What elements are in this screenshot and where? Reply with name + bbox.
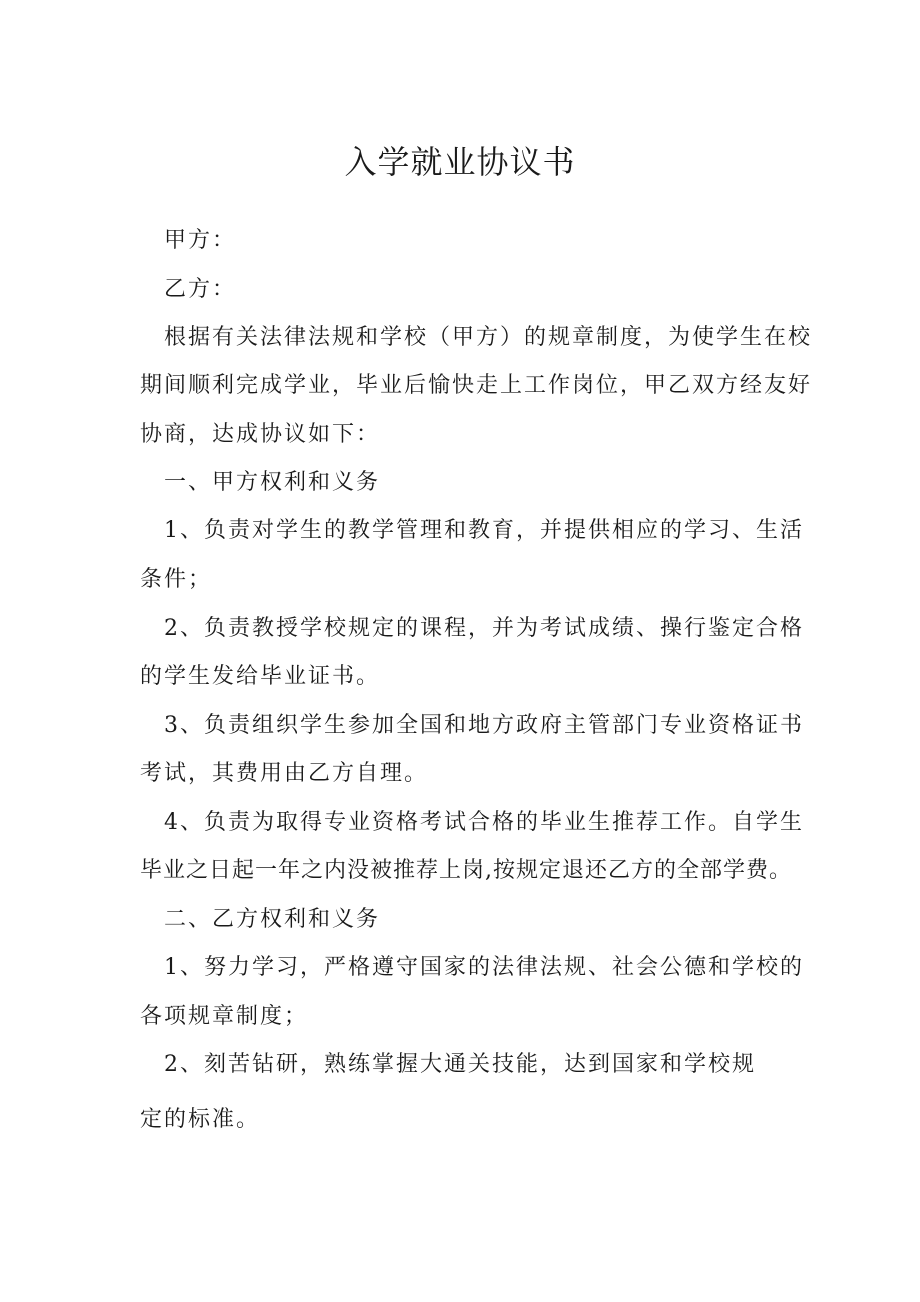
section-a-item-4-line-1: 4、负责为取得专业资格考试合格的毕业生推荐工作。自学生: [164, 810, 804, 835]
section-b-heading: 二、乙方权利和义务: [164, 907, 381, 932]
intro-line-3: 协商，达成协议如下：: [140, 422, 381, 447]
section-a-item-2-line-1: 2、负责教授学校规定的课程，并为考试成绩、操行鉴定合格: [164, 616, 804, 641]
section-a-item-3-line-2: 考试，其费用由乙方自理。: [140, 761, 429, 786]
section-a-item-1-line-2: 条件；: [140, 567, 213, 592]
section-a-item-4-line-2: 毕业之日起一年之内没被推荐上岗,按规定退还乙方的全部学费。: [140, 858, 792, 883]
section-b-item-1-line-1: 1、努力学习，严格遵守国家的法律法规、社会公德和学校的: [164, 955, 804, 980]
party-a-label: 甲方：: [164, 228, 237, 253]
section-a-item-1-line-1: 1、负责对学生的教学管理和教育，并提供相应的学习、生活: [164, 518, 804, 543]
section-b-item-2-line-1: 2、刻苦钻研，熟练掌握大通关技能，达到国家和学校规: [164, 1052, 756, 1077]
document-title: 入学就业协议书: [344, 143, 576, 181]
section-b-item-2-line-2: 定的标准。: [140, 1107, 261, 1132]
party-b-label: 乙方：: [164, 277, 237, 302]
section-b-item-1-line-2: 各项规章制度；: [140, 1004, 309, 1029]
intro-line-1: 根据有关法律法规和学校（甲方）的规章制度，为使学生在校: [164, 325, 813, 350]
section-a-item-2-line-2: 的学生发给毕业证书。: [140, 664, 381, 689]
section-a-heading: 一、甲方权利和义务: [164, 470, 381, 495]
intro-line-2: 期间顺利完成学业，毕业后愉快走上工作岗位，甲乙双方经友好: [140, 373, 813, 398]
section-a-item-3-line-1: 3、负责组织学生参加全国和地方政府主管部门专业资格证书: [164, 713, 804, 738]
